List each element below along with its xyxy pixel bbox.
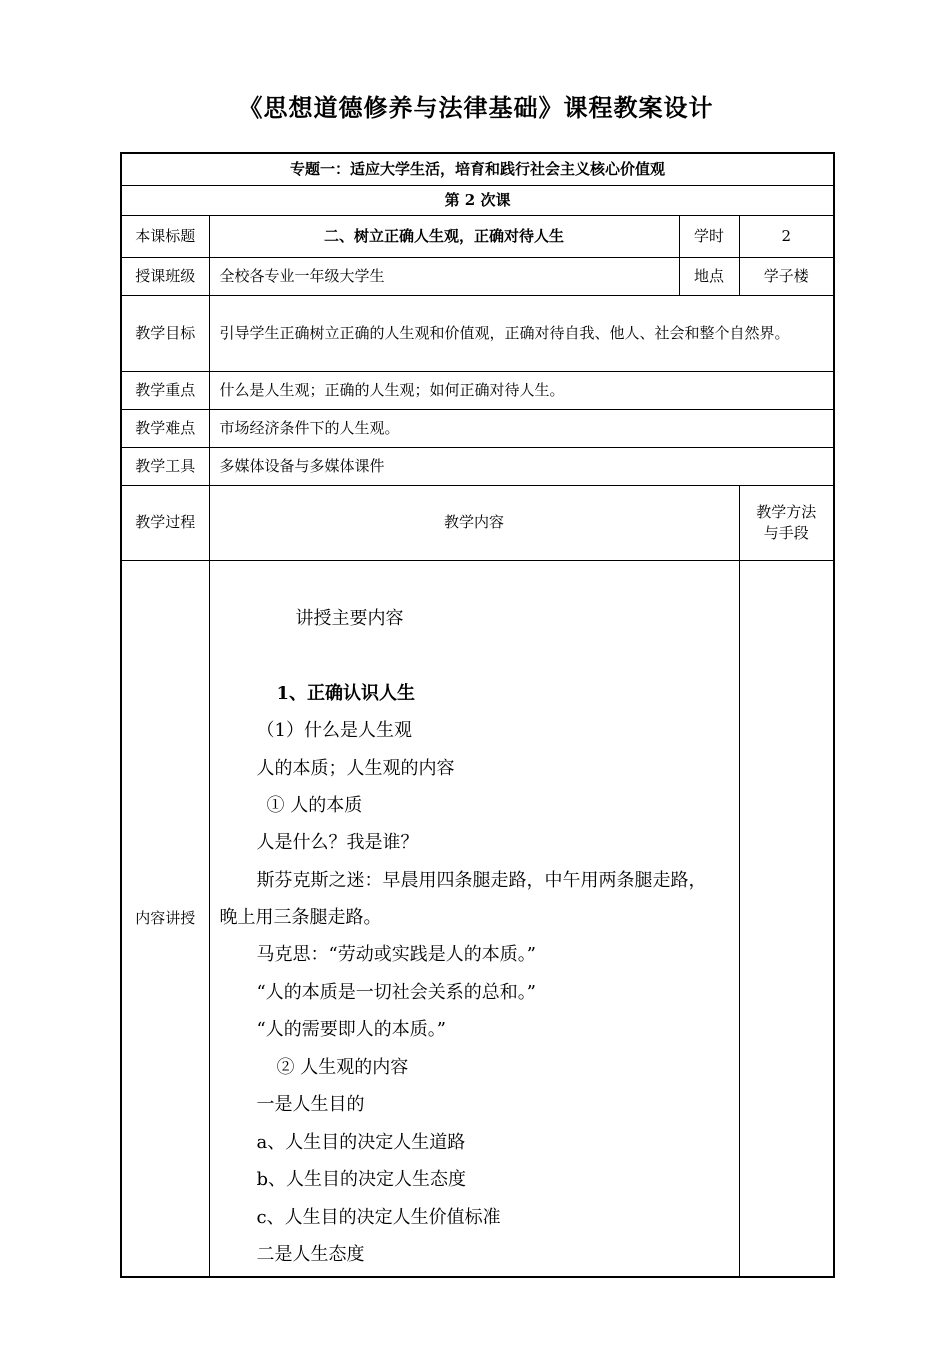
class-value: 全校各专业一年级大学生 [209, 257, 679, 295]
lecture-content-cell [209, 560, 739, 1277]
lecture-line: c、人生目的决定人生价值标准 [256, 1206, 501, 1228]
topic-row [121, 153, 834, 185]
key-value: 什么是人生观；正确的人生观；如何正确对待人生。 [209, 371, 834, 409]
lecture-line: 一是人生目的 [256, 1093, 365, 1115]
lecture-item: ② 人生观的内容 [276, 1056, 409, 1078]
content-header: 教学内容 [209, 485, 739, 560]
key-label: 教学重点 [121, 371, 209, 409]
lecture-subheading: （1）什么是人生观 [256, 719, 412, 741]
session-row [121, 185, 834, 215]
lecture-line: 人是什么？我是谁？ [256, 831, 419, 853]
tools-label: 教学工具 [121, 447, 209, 485]
location-label: 地点 [679, 257, 739, 295]
lecture-line: 人的本质；人生观的内容 [256, 757, 455, 779]
objective-value: 引导学生正确树立正确的人生观和价值观，正确对待自我、他人、社会和整个自然界。 [209, 295, 834, 371]
lesson-title-label: 本课标题 [121, 215, 209, 257]
lecture-content [210, 561, 739, 1274]
hours-label: 学时 [679, 215, 739, 257]
lecture-line: a、人生目的决定人生道路 [256, 1131, 466, 1153]
process-label: 教学过程 [121, 485, 209, 560]
class-row [121, 257, 834, 295]
lesson-title-row [121, 215, 834, 257]
difficulty-row [121, 409, 834, 447]
topic-cell: 专题一：适应大学生活，培育和践行社会主义核心价值观 [121, 153, 834, 185]
lecture-line: 马克思：“劳动或实践是人的本质。” [256, 943, 536, 965]
location-value: 学子楼 [739, 257, 834, 295]
lecture-line: b、人生目的决定人生态度 [256, 1168, 467, 1190]
lecture-row [121, 560, 834, 1277]
lesson-plan-table [120, 152, 835, 1278]
lesson-title-value: 二、树立正确人生观，正确对待人生 [209, 215, 679, 257]
objective-row [121, 295, 834, 371]
lecture-line: “人的本质是一切社会关系的总和。” [256, 981, 536, 1003]
lecture-heading: 1、正确认识人生 [276, 682, 416, 704]
lecture-line: 斯芬克斯之迷：早晨用四条腿走路，中午用两条腿走路， [256, 869, 707, 891]
lecture-intro: 讲授主要内容 [295, 607, 404, 629]
lecture-label: 内容讲授 [121, 560, 209, 1277]
method-cell [739, 560, 834, 1277]
process-header-row [121, 485, 834, 560]
lecture-line: “人的需要即人的本质。” [256, 1018, 446, 1040]
tools-row [121, 447, 834, 485]
session-cell: 第 2 次课 [121, 185, 834, 215]
class-label: 授课班级 [121, 257, 209, 295]
tools-value: 多媒体设备与多媒体课件 [209, 447, 834, 485]
difficulty-label: 教学难点 [121, 409, 209, 447]
difficulty-value: 市场经济条件下的人生观。 [209, 409, 834, 447]
method-header: 教学方法与手段 [739, 485, 834, 560]
lecture-item: ① 人的本质 [266, 794, 363, 816]
key-row [121, 371, 834, 409]
lecture-line: 二是人生态度 [256, 1243, 365, 1265]
lecture-line: 晚上用三条腿走路。 [219, 906, 382, 928]
hours-value: 2 [739, 215, 834, 257]
document-title: 《思想道德修养与法律基础》课程教案设计 [238, 93, 714, 122]
objective-label: 教学目标 [121, 295, 209, 371]
